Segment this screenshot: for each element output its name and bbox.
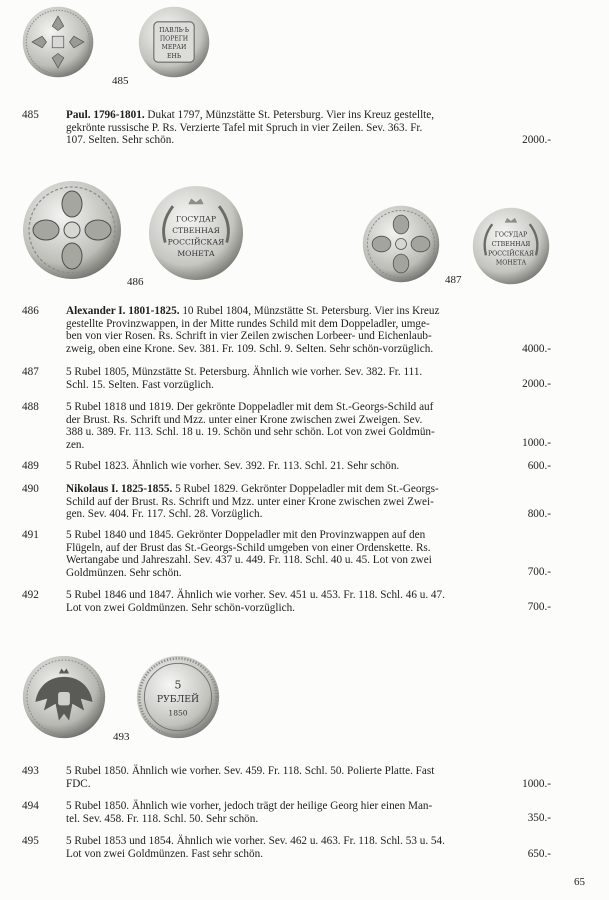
lot-line: 5 Rubel 1818 und 1819. Der gekrönte Doppeladler mit dem St.-Georgs-Schild auf (66, 401, 434, 413)
lot-line: 107. Selten. Sehr schön. (66, 134, 175, 147)
lot-line: 5 Rubel 1853 und 1854. Ähnlich wie vorher. Sev. 462 u. 463. Fr. 118. Schl. 53 u. 54. (66, 835, 445, 847)
lot-line: zweig, oben eine Krone. Sev. 381. Fr. 109. Schl. 9. Selten. Sehr schön-vorzüglich. (66, 342, 434, 355)
lot-number: 490 (22, 483, 39, 495)
lot-number: 489 (22, 460, 39, 472)
plate-label-485: 485 (112, 75, 129, 87)
lot-number: 491 (22, 529, 39, 541)
coin-485-inscription-4: ЕНЬ (167, 52, 181, 60)
coin-485-reverse (138, 6, 210, 78)
ruler-heading: Paul. 1796-1801. (66, 109, 145, 121)
lot-line: 5 Rubel 1823. Ähnlich wie vorher. Sev. 392. Fr. 113. Schl. 21. Sehr schön. (66, 460, 400, 472)
coin-487-inscription-4: МОНЕТА (495, 259, 527, 267)
lot-description (66, 366, 494, 391)
lot-number: 493 (22, 765, 39, 777)
lot-price: 2000.- (522, 134, 551, 146)
lot-price: 700.- (527, 601, 551, 613)
lot-description (66, 589, 494, 614)
lot-description (66, 305, 494, 355)
lot-line: FDC. (66, 777, 91, 790)
coin-486-obverse (22, 180, 122, 280)
lot-number: 494 (22, 800, 39, 812)
coin-485-inscription-3: МЕРАИ (161, 44, 187, 52)
lot-description (66, 800, 494, 825)
lot-line: Wertangabe und Jahreszahl. Sev. 437 u. 449. Fr. 118. Schl. 40 u. 45. Lot von zwei (66, 554, 432, 567)
coin-487-inscription-3: РОССІЙСКАЯ (487, 250, 535, 258)
ruler-heading: Nikolaus I. 1825-1855. (66, 483, 173, 495)
lot-line: 5 Rubel 1805, Münzstätte St. Petersburg. Ähnlich wie vorher. Sev. 382. Fr. 111. (66, 366, 423, 378)
lot-line: gekrönte russische P. Rs. Verzierte Tafel mit Spruch in vier Zeilen. Sev. 363. Fr. (66, 121, 423, 134)
coin-485-inscription-1: ПАВЛЬ·Ь (159, 26, 189, 34)
lot-description (66, 109, 494, 147)
coin-487-inscription-2: СТВЕННАЯ (491, 241, 531, 248)
lot-description (66, 401, 494, 451)
page-number: 65 (574, 876, 585, 888)
coin-486-inscription-2: СТВЕННАЯ (172, 226, 220, 235)
lot-price: 1000.- (522, 437, 551, 449)
plate-label-487: 487 (445, 274, 462, 286)
coin-493-inscription-value: 5 (174, 678, 182, 692)
lot-description (66, 529, 494, 579)
coin-493-obverse (22, 655, 106, 739)
lot-line: 5 Rubel 1829. Gekrönter Doppeladler mit dem St.-Georgs- (175, 483, 439, 495)
lot-line: Schl. 15. Selten. Fast vorzüglich. (66, 378, 214, 391)
lot-number: 487 (22, 366, 39, 378)
ruler-heading: Alexander I. 1801-1825. (66, 305, 180, 317)
lot-line: gestellte Provinzwappen, in der Mitte rundes Schild mit dem Doppeladler, umge- (66, 317, 430, 330)
coin-487-reverse (472, 207, 550, 285)
lot-line: 5 Rubel 1850. Ähnlich wie vorher, jedoch trägt der heilige Georg hier einen Man- (66, 800, 433, 812)
coin-493-inscription-year: 1850 (168, 708, 188, 718)
lot-number: 488 (22, 401, 39, 413)
lot-description (66, 765, 494, 790)
coin-486-reverse (148, 185, 244, 281)
coin-487-obverse (362, 205, 440, 283)
lot-price: 800.- (527, 508, 551, 520)
lot-number: 485 (22, 109, 39, 121)
lot-line: 388 u. 389. Fr. 113. Schl. 18 u. 19. Schön und sehr schön. Lot von zwei Goldmün- (66, 426, 435, 439)
lot-number: 486 (22, 305, 39, 317)
lot-line: Lot von zwei Goldmünzen. Fast sehr schön. (66, 847, 263, 860)
lot-price: 600.- (527, 460, 551, 472)
lot-price: 650.- (527, 848, 551, 860)
lot-line: 10 Rubel 1804, Münzstätte St. Petersburg. Vier ins Kreuz (182, 305, 440, 317)
lot-line: Lot von zwei Goldmünzen. Sehr schön-vorzüglich. (66, 601, 295, 614)
coin-486-inscription-3: РОССІЙСКАЯ (167, 237, 225, 247)
lot-price: 4000.- (522, 343, 551, 355)
lot-line: tel. Sev. 458. Fr. 118. Schl. 50. Sehr schön. (66, 812, 259, 825)
lot-price: 2000.- (522, 378, 551, 390)
lot-line: 5 Rubel 1846 und 1847. Ähnlich wie vorher. Sev. 451 u. 453. Fr. 118. Schl. 46 u. 47. (66, 589, 445, 601)
lot-description (66, 835, 494, 860)
lot-description (66, 460, 494, 473)
lot-price: 700.- (527, 566, 551, 578)
lot-line: gen. Sev. 404. Fr. 117. Schl. 28. Vorzüglich. (66, 508, 263, 521)
plate-label-493: 493 (113, 731, 130, 743)
lot-price: 1000.- (522, 778, 551, 790)
lot-line: 5 Rubel 1850. Ähnlich wie vorher. Sev. 459. Fr. 118. Schl. 50. Polierte Platte. Fast (66, 765, 435, 777)
lot-line: zen. (66, 438, 85, 451)
coin-487-inscription-1: ГОСУДАР (494, 231, 528, 239)
lot-line: Flügeln, auf der Brust das St.-Georgs-Schild umgeben von einer Ordenskette. Rs. (66, 541, 431, 554)
coin-486-inscription-1: ГОСУДАР (176, 214, 216, 224)
lot-description (66, 483, 494, 521)
lot-line: 5 Rubel 1840 und 1845. Gekrönter Doppeladler mit den Provinzwappen auf den (66, 529, 426, 541)
coin-485-inscription-2: ПОРЕГИ (159, 35, 189, 43)
lot-number: 492 (22, 589, 39, 601)
lot-line: der Brust. Rs. Schrift und Mzz. unter einer Krone zwischen zwei Zweigen. Sev. (66, 413, 423, 426)
lot-line: Schild auf der Brust. Rs. Schrift und Mzz. unter einer Krone zwischen zwei Zwei- (66, 495, 434, 508)
coin-485-obverse (22, 6, 94, 78)
coin-486-inscription-4: МОНЕТА (177, 249, 215, 259)
coin-493-reverse (136, 655, 220, 739)
lot-line: ben von vier Rosen. Rs. Schrift in vier Zeilen zwischen Lorbeer- und Eichenlaub- (66, 330, 432, 343)
lot-line: Dukat 1797, Münzstätte St. Petersburg. Vier ins Kreuz gestellte, (147, 109, 435, 121)
lot-number: 495 (22, 835, 39, 847)
coin-493-inscription-unit: РУБЛЕЙ (156, 694, 200, 706)
lot-price: 350.- (527, 812, 551, 824)
lot-line: Goldmünzen. Sehr schön. (66, 566, 182, 579)
plate-label-486: 486 (127, 276, 144, 288)
